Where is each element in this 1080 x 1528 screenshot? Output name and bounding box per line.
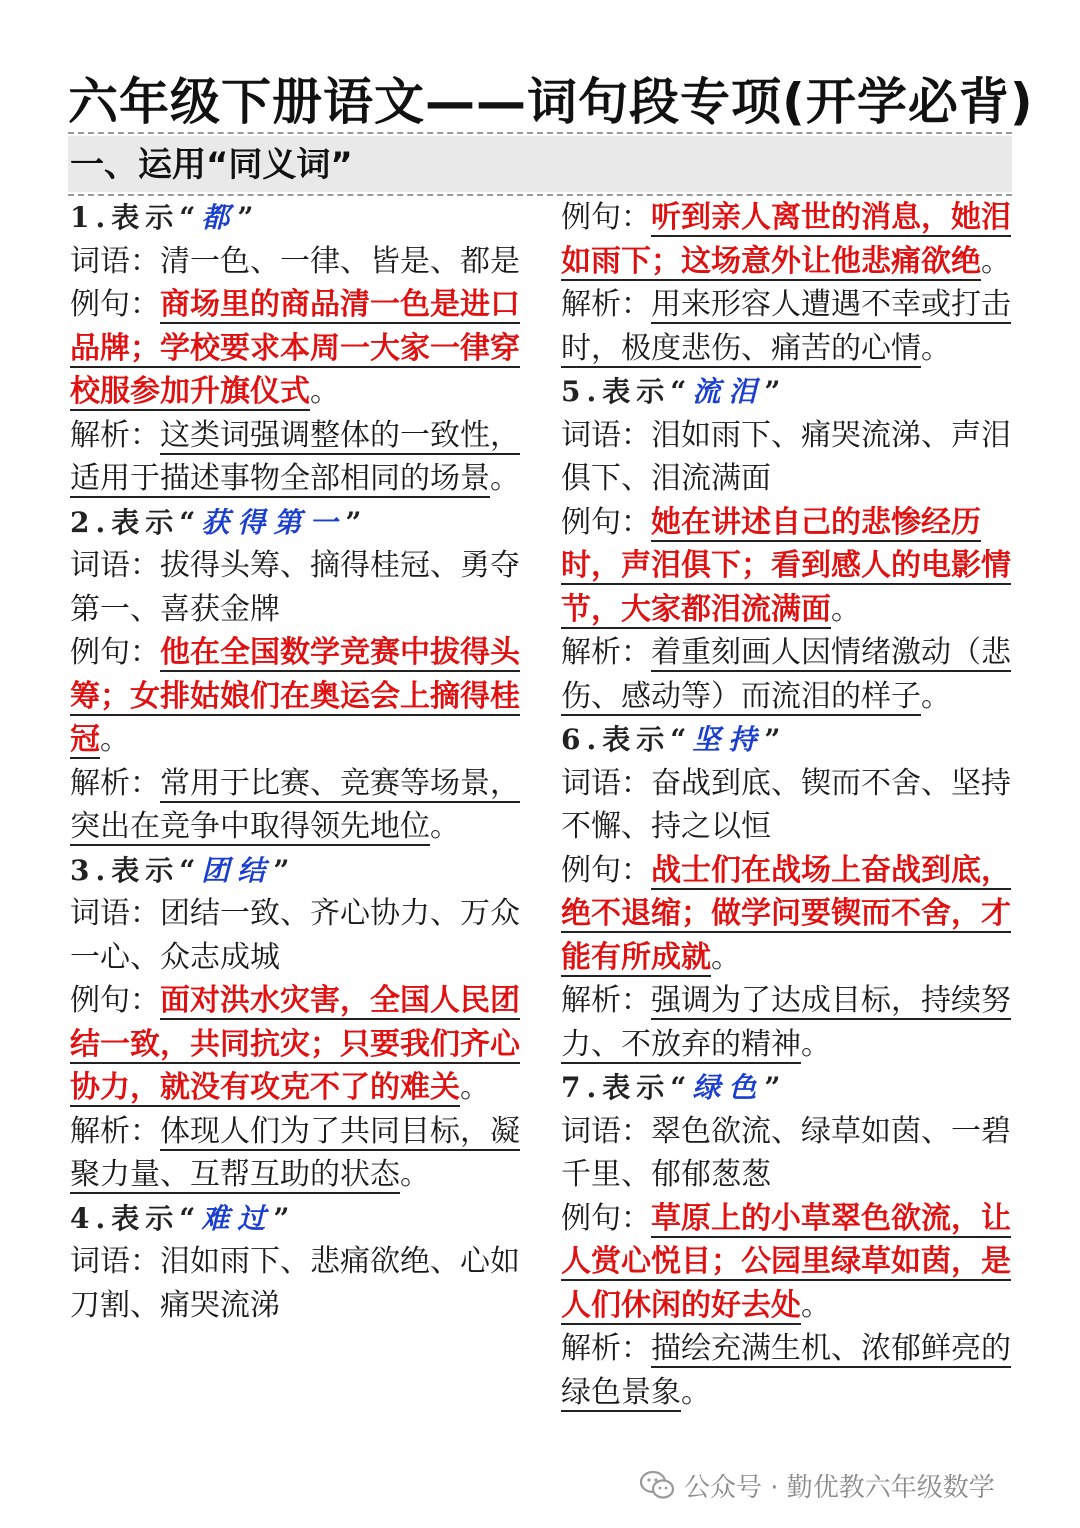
item-example: 例句：听到亲人离世的消息，她泪如雨下；这场意外让他悲痛欲绝。解析：用来形容人遭遇不幸或打击时，极度悲伤、痛苦的心情。 [561,200,1011,366]
item-example: 例句：商场里的商品清一色是进口品牌；学校要求本周一大家一律穿校服参加升旗仪式。 [70,287,520,409]
page-title: 六年级下册语文——词句段专项(开学必背) [68,73,1034,131]
item-example: 例句：她在讲述自己的悲惨经历时，声泪俱下；看到感人的电影情节，大家都泪流满面。 [561,504,1011,627]
section-title: 一、运用“同义词” [70,145,353,185]
item-2 [70,501,530,849]
item-analysis: 解析：常用于比赛、竞赛等场景，突出在竞争中取得领先地位。 [70,765,520,844]
wechat-icon [640,1470,674,1500]
item-heading: 4.表示“难过” [70,1201,296,1235]
item-7 [561,1066,1021,1414]
item-words: 词语：清一色、一律、皆是、都是 [70,243,520,279]
item-keyword: 绿色 [692,1071,765,1104]
item-words: 词语：团结一致、齐心协力、万众一心、众志成城 [70,896,520,975]
item-5 [561,370,1021,718]
item-analysis: 解析：这类词强调整体的一致性，适用于描述事物全部相同的场景。 [70,417,520,496]
item-analysis: 解析：强调为了达成目标，持续努力、不放弃的精神。 [561,983,1011,1062]
item-1 [70,196,530,501]
item-heading: 5.表示“流泪” [561,375,787,408]
item-keyword: 获得第一 [201,505,346,539]
item-heading: 1.表示“都” [70,201,260,234]
item-3 [70,849,530,1197]
item-keyword: 都 [201,201,238,234]
item-analysis: 解析：描绘充满生机、浓郁鲜亮的绿色景象。 [561,1331,1011,1410]
item-analysis: 解析：着重刻画人因情绪激动（悲伤、感动等）而流泪的样子。 [561,635,1011,714]
item-heading: 6.表示“坚持” [561,723,787,756]
item-heading: 2.表示“获得第一” [70,505,368,539]
divider [68,132,1012,134]
item-4 [70,1197,530,1328]
item-4-continued [561,196,1021,370]
right-column [561,196,1021,1414]
item-keyword: 流泪 [692,375,765,408]
item-keyword: 难过 [201,1201,274,1235]
item-analysis: 解析：体现人们为了共同目标，凝聚力量、互帮互助的状态。 [70,1113,520,1192]
item-keyword: 团结 [201,853,274,887]
item-heading: 7.表示“绿色” [561,1071,787,1104]
item-example: 例句：面对洪水灾害，全国人民团结一致，共同抗灾；只要我们齐心协力，就没有攻克不了的难关。 [70,983,520,1105]
item-6 [561,718,1021,1066]
item-example: 例句：战士们在战场上奋战到底，绝不退缩；做学问要锲而不舍，才能有所成就。 [561,852,1011,975]
left-column [70,196,530,1327]
watermark-text: 公众号 · 勤优教六年级数学 [684,1472,995,1503]
item-example: 例句：草原上的小草翠色欲流，让人赏心悦目；公园里绿草如茵，是人们休闲的好去处。 [561,1200,1011,1323]
item-words: 词语：泪如雨下、痛哭流涕、声泪俱下、泪流满面 [561,417,1011,496]
item-heading: 3.表示“团结” [70,853,296,887]
item-words: 词语：翠色欲流、绿草如茵、一碧千里、郁郁葱葱 [561,1113,1011,1192]
item-example: 例句：他在全国数学竞赛中拔得头筹；女排姑娘们在奥运会上摘得桂冠。 [70,635,520,757]
watermark [640,1463,995,1507]
item-keyword: 坚持 [692,723,765,756]
item-words: 词语：拔得头筹、摘得桂冠、勇夺第一、喜获金牌 [70,548,520,627]
item-words: 词语：奋战到底、锲而不舍、坚持不懈、持之以恒 [561,765,1011,844]
item-words: 词语：泪如雨下、悲痛欲绝、心如刀割、痛哭流涕 [70,1244,520,1323]
